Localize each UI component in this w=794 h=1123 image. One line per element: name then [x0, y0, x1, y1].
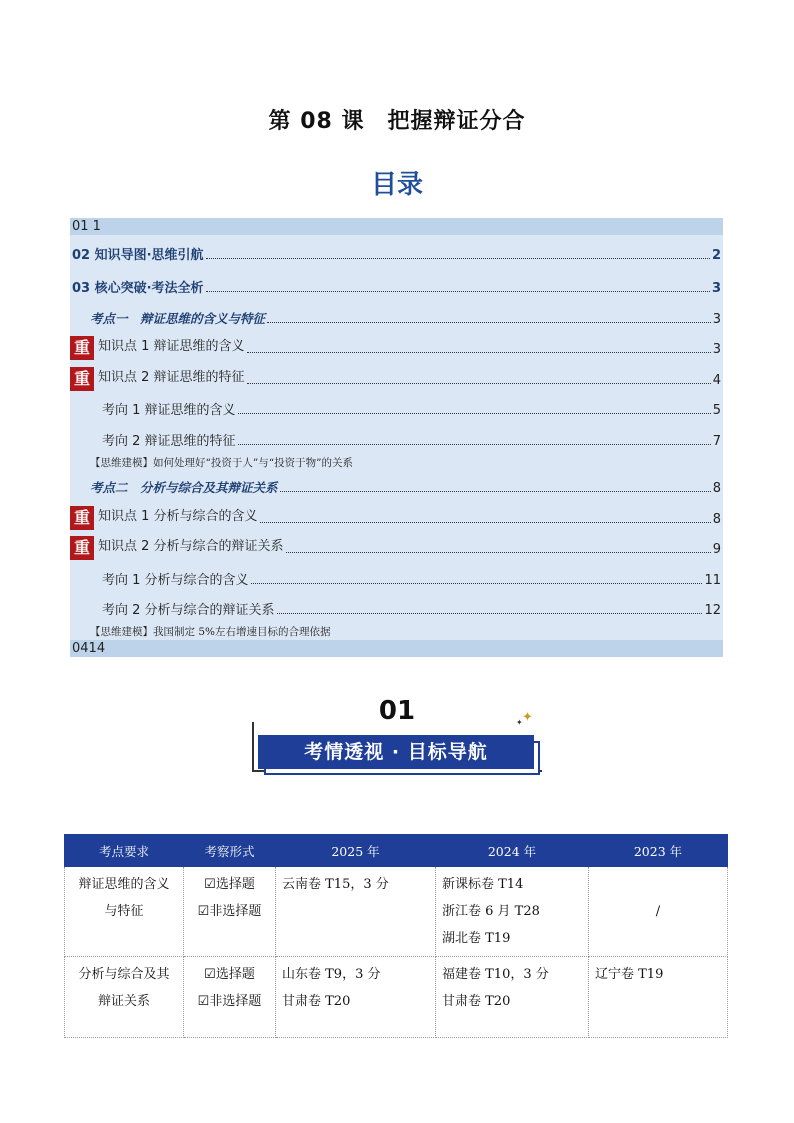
toc-heading: 目录 [370, 170, 423, 200]
toc-entry[interactable] [70, 623, 723, 640]
cell-line: 福建卷 T10，3 分 [442, 967, 549, 982]
toc-entry-label: 考向 1 分析与综合的含义 [102, 572, 249, 588]
toc-entry-label: 考向 1 辩证思维的含义 [102, 403, 236, 418]
toc-leader-dots [251, 583, 703, 584]
table-cell [276, 957, 436, 1038]
toc-entry[interactable] [70, 218, 723, 235]
toc-entry[interactable] [70, 501, 723, 532]
cell-line: ☑非选择题 [197, 904, 262, 919]
table-cell [436, 957, 589, 1038]
toc-page-number: 11 [704, 572, 721, 588]
cell-line: 辩证思维的含义 [78, 877, 170, 892]
exam-analysis-table [64, 834, 728, 1038]
toc-entry-label: 考点一 辩证思维的含义与特征 [90, 310, 266, 326]
key-point-badge: 重 [70, 336, 94, 360]
page-title: 第 08 课 把握辩证分合 [268, 109, 526, 134]
header-cell: 2023 年 [589, 835, 728, 867]
toc-entry-label: 考点二 分析与综合及其辩证关系 [90, 480, 278, 495]
cell-line: 山东卷 T9，3 分 [282, 967, 381, 982]
toc-entry-label: 考向 2 辩证思维的特征 [102, 433, 236, 449]
cell-line: 湖北卷 T19 [442, 931, 511, 946]
toc-leader-dots [280, 491, 711, 492]
table-cell [65, 867, 184, 957]
toc-page-number: 8 [712, 511, 721, 527]
key-point-badge: 重 [70, 536, 94, 560]
toc-entry-label: 02 知识导图·思维引航 [72, 248, 204, 263]
cell-line: 辽宁卷 T19 [595, 967, 664, 982]
toc-leader-dots [206, 291, 710, 292]
table-cell [589, 957, 728, 1038]
toc-entry-label: 01 1 [72, 219, 101, 234]
cell-line: 辩证关系 [97, 994, 150, 1009]
cell-line: / [655, 904, 661, 919]
cell-line: ☑选择题 [204, 967, 255, 982]
table-cell [184, 957, 276, 1038]
cell-line: 分析与综合及其 [78, 967, 170, 982]
toc-entry[interactable] [70, 471, 723, 502]
header-cell: 考点要求 [65, 835, 184, 867]
toc-entry[interactable] [70, 301, 723, 332]
toc-entry[interactable] [70, 640, 723, 657]
toc-entry[interactable] [70, 235, 723, 268]
toc-entry-label: 重 知识点 2 辩证思维的特征 [70, 364, 245, 393]
toc-entry-label: 重 知识点 1 分析与综合的含义 [70, 503, 258, 532]
toc-leader-dots [260, 522, 711, 523]
table-row [65, 957, 728, 1038]
key-point-badge: 重 [70, 506, 94, 530]
toc-entry[interactable] [70, 393, 723, 424]
section-number: 01 [378, 696, 416, 726]
toc-entry[interactable] [70, 423, 723, 454]
cell-line: 甘肃卷 T20 [282, 994, 351, 1009]
toc-entry[interactable] [70, 593, 723, 624]
toc-entry[interactable] [70, 332, 723, 363]
cell-line: 与特征 [104, 904, 144, 919]
cell-line: ☑非选择题 [197, 994, 262, 1009]
toc-leader-dots [247, 352, 711, 353]
header-cell: 2024 年 [436, 835, 589, 867]
header-cell: 考察形式 [184, 835, 276, 867]
toc-page-number: 8 [712, 481, 721, 496]
toc-page-number: 4 [712, 372, 721, 388]
toc-leader-dots [247, 383, 711, 384]
toc-page-number: 5 [712, 403, 721, 418]
table-cell [276, 867, 436, 957]
toc-leader-dots [267, 322, 711, 323]
sparkle-dot-icon: ✦ [516, 718, 523, 727]
table-row [65, 867, 728, 957]
table-cell [436, 867, 589, 957]
cell-line: 云南卷 T15，3 分 [282, 877, 389, 892]
toc-page-number: 2 [711, 248, 721, 263]
toc-entry-label: 考向 2 分析与综合的辩证关系 [102, 603, 275, 618]
table-of-contents [70, 218, 723, 657]
cell-line: 浙江卷 6 月 T28 [442, 904, 540, 919]
toc-entry[interactable] [70, 532, 723, 563]
toc-page-number: 12 [704, 603, 721, 618]
toc-entry-label: 【思维建模】如何处理好“投资于人”与“投资于物”的关系 [90, 456, 353, 469]
toc-entry[interactable] [70, 562, 723, 593]
toc-leader-dots [277, 613, 703, 614]
toc-entry[interactable] [70, 362, 723, 393]
toc-leader-dots [238, 413, 711, 414]
toc-entry[interactable] [70, 268, 723, 301]
toc-page-number: 3 [711, 281, 721, 296]
table-cell [589, 867, 728, 957]
toc-leader-dots [286, 552, 711, 553]
toc-leader-dots [238, 444, 711, 445]
toc-page-number: 9 [712, 542, 721, 557]
table-cell [184, 867, 276, 957]
key-point-badge: 重 [70, 367, 94, 391]
toc-entry[interactable] [70, 454, 723, 471]
toc-entry-label: 重 知识点 2 分析与综合的辩证关系 [70, 533, 284, 562]
cell-line: 新课标卷 T14 [442, 877, 524, 892]
toc-page-number: 7 [712, 433, 721, 449]
cell-line: 甘肃卷 T20 [442, 994, 511, 1009]
toc-entry-label: 【思维建模】我国制定 5%左右增速目标的合理依据 [90, 626, 331, 638]
toc-leader-dots [206, 258, 710, 259]
sparkle-icon: ✦ [522, 710, 533, 725]
toc-entry-label: 03 核心突破·考法全析 [72, 281, 204, 296]
toc-page-number: 3 [712, 311, 721, 327]
cell-line: ☑选择题 [204, 877, 255, 892]
section-banner: 考情透视 · 目标导航 [258, 735, 534, 769]
toc-entry-label: 重 知识点 1 辩证思维的含义 [70, 333, 245, 362]
header-cell: 2025 年 [276, 835, 436, 867]
toc-page-number: 3 [712, 342, 721, 357]
toc-entry-label: 0414 [72, 641, 106, 656]
table-cell [65, 957, 184, 1038]
